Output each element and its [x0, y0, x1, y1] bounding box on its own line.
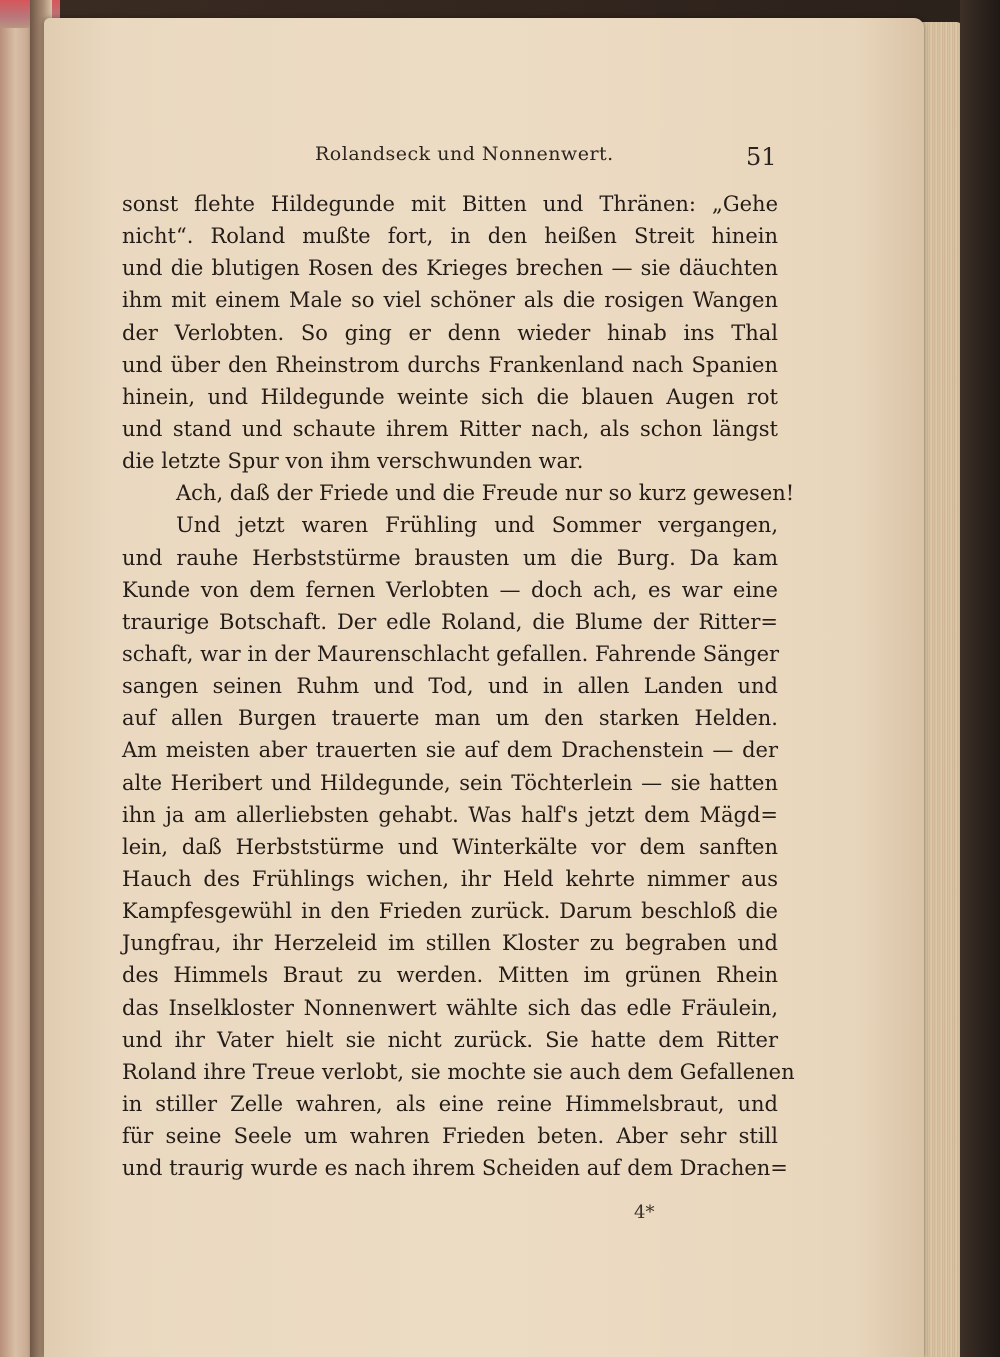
text-line: und traurig wurde es nach ihrem Scheiden auf dem Drachen= — [122, 1156, 788, 1181]
text-line: und rauhe Herbststürme brausten um die Burg. Da kam — [122, 545, 778, 570]
text-line: in stiller Zelle wahren, als eine reine Himmelsbraut, und — [122, 1091, 778, 1116]
text-line: Und jetzt waren Frühling und Sommer vergangen, — [176, 513, 778, 538]
text-line: sangen seinen Ruhm und Tod, und in allen Landen und — [122, 674, 778, 699]
text-line: ihn ja am allerliebsten gehabt. Was half's jetzt dem Mägd= — [122, 802, 778, 827]
book-cover-edge — [960, 0, 1000, 1357]
signature-mark: 4* — [634, 1202, 655, 1223]
page-stack-edge — [918, 22, 964, 1357]
text-line: das Inselkloster Nonnenwert wählte sich das edle Fräulein, — [122, 995, 778, 1020]
text-line: Am meisten aber trauerten sie auf dem Drachenstein — der — [122, 738, 778, 763]
text-line: und die blutigen Rosen des Krieges brechen — sie däuchten — [122, 256, 778, 281]
body-text — [122, 188, 795, 1184]
text-line: auf allen Burgen trauerte man um den starken Helden. — [122, 706, 778, 731]
text-line: ihm mit einem Male so viel schöner als die rosigen Wangen — [122, 288, 778, 313]
text-line: und ihr Vater hielt sie nicht zurück. Sie hatte dem Ritter — [122, 1027, 778, 1052]
text-line: alte Heribert und Hildegunde, sein Töchterlein — sie hatten — [122, 770, 778, 795]
text-line: der Verlobten. So ging er denn wieder hinab ins Thal — [122, 320, 778, 345]
text-line: Ach, daß der Friede und die Freude nur so kurz gewesen! — [176, 481, 795, 506]
text-line: und über den Rheinstrom durchs Frankenland nach Spanien — [122, 352, 778, 377]
text-line: des Himmels Braut zu werden. Mitten im grünen Rhein — [122, 963, 778, 988]
text-line: lein, daß Herbststürme und Winterkälte vor dem sanften — [122, 834, 778, 859]
text-line: schaft, war in der Maurenschlacht gefallen. Fahrende Sänger — [122, 641, 780, 666]
text-line: Jungfrau, ihr Herzeleid im stillen Kloster zu begraben und — [122, 931, 778, 956]
running-header: Rolandseck und Nonnenwert. — [315, 143, 614, 165]
text-line: Hauch des Frühlings wichen, ihr Held kehrte nimmer aus — [122, 866, 778, 891]
previous-page-edge — [0, 0, 34, 1357]
text-line: traurige Botschaft. Der edle Roland, die Blume der Ritter= — [122, 609, 778, 634]
text-line: hinein, und Hildegunde weinte sich die blauen Augen rot — [122, 384, 778, 409]
text-line: die letzte Spur von ihm verschwunden war. — [122, 449, 584, 474]
text-line: sonst flehte Hildegunde mit Bitten und Thränen: „Gehe — [122, 192, 778, 216]
text-line: Roland ihre Treue verlobt, sie mochte sie auch dem Gefallenen — [122, 1059, 795, 1084]
text-line: Kampfesgewühl in den Frieden zurück. Darum beschloß die — [122, 899, 778, 924]
text-line: nicht“. Roland mußte fort, in den heißen Streit hinein — [122, 224, 778, 249]
text-line: Kunde von dem fernen Verlobten — doch ach, es war eine — [122, 577, 778, 602]
text-line: für seine Seele um wahren Frieden beten. Aber sehr still — [122, 1124, 778, 1149]
page-number: 51 — [746, 143, 777, 171]
text-line: und stand und schaute ihrem Ritter nach, als schon längst — [122, 416, 778, 441]
